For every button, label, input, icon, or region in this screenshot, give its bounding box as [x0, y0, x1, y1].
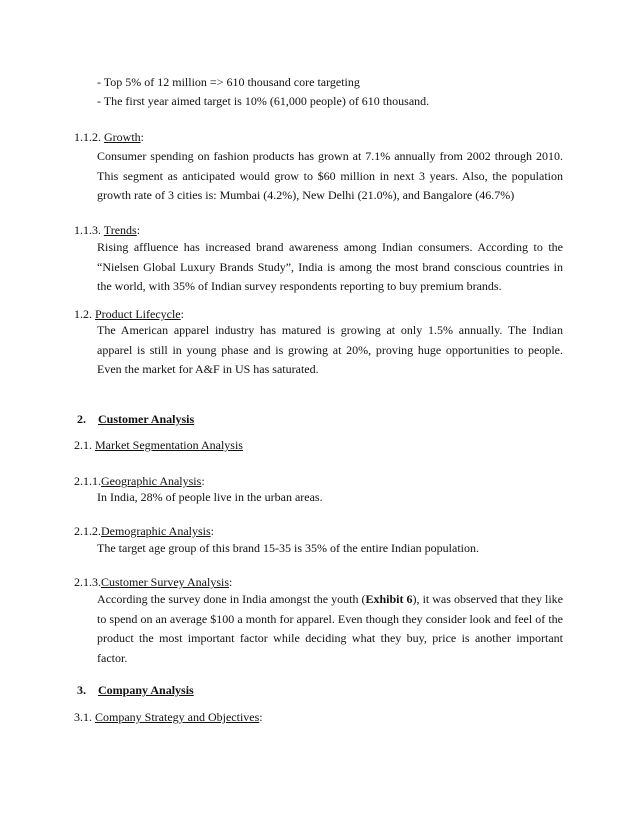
heading-customer-analysis-title: Customer Analysis	[98, 412, 195, 426]
bullet-first-year-target: - The first year aimed target is 10% (61,000 people) of 610 thousand.	[97, 94, 430, 108]
heading-geographic-number: 2.1.1.	[74, 474, 101, 488]
heading-market-segmentation-title: Market Segmentation Analysis	[95, 438, 243, 452]
heading-product-lifecycle-number: 1.2.	[74, 307, 95, 321]
heading-product-lifecycle-colon: :	[180, 307, 184, 321]
heading-survey-colon: :	[229, 575, 233, 589]
survey-text-start: According the survey done in India amongst the youth (	[97, 592, 366, 606]
heading-geographic-title: Geographic Analysis	[101, 474, 202, 488]
growth-paragraph: Consumer spending on fashion products has grown at 7.1% annually from 2002 through 2010. This segment as anticipated would grow to $60 million in next 3 years. Also, the population growth rate of 3 cities is: Mumbai (4.2%), New Delhi (21.0%), and Bangalore (46.7%)	[97, 149, 563, 202]
bullet-core-targeting: - Top 5% of 12 million => 610 thousand core targeting	[97, 75, 360, 89]
heading-survey-title: Customer Survey Analysis	[101, 575, 229, 589]
customer-survey-paragraph	[97, 590, 563, 668]
heading-trends-number: 1.1.3.	[74, 223, 104, 237]
heading-trends-title: Trends	[103, 223, 137, 237]
heading-company-strategy	[74, 708, 263, 728]
product-lifecycle-paragraph: The American apparel industry has matured is growing at only 1.5% annually. The Indian apparel is still in young phase and is growing at 20%, proving huge opportunities to people. Even the market for A&F in US has saturated.	[97, 323, 563, 376]
heading-company-analysis	[77, 681, 194, 701]
heading-company-strategy-number: 3.1.	[74, 710, 95, 724]
heading-demographic-number: 2.1.2.	[74, 524, 101, 538]
heading-growth-number: 1.1.2.	[74, 130, 104, 144]
heading-market-segmentation	[74, 436, 243, 456]
geographic-paragraph: In India, 28% of people live in the urban areas.	[97, 490, 323, 504]
heading-customer-analysis-number: 2.	[77, 412, 86, 426]
exhibit-reference: Exhibit 6	[365, 592, 413, 606]
heading-survey-number: 2.1.3.	[74, 575, 101, 589]
heading-growth-colon: :	[140, 130, 145, 144]
heading-trends-colon: :	[136, 223, 141, 237]
survey-text-end: ), it was observed that they like to spend on an average $100 a month for apparel. Even though they consider look and feel of the product the most important factor while deciding what they buy, price is another important factor.	[97, 592, 563, 665]
trends-paragraph: Rising affluence has increased brand awareness among Indian consumers. According to the “Nielsen Global Luxury Brands Study”, India is among the most brand conscious countries in the world, with 35% of Indian survey respondents reporting to buy premium brands.	[97, 240, 563, 293]
heading-company-strategy-colon: :	[259, 710, 263, 724]
heading-growth-title: Growth	[104, 130, 141, 144]
heading-growth	[74, 128, 144, 148]
heading-demographic-title: Demographic Analysis	[101, 524, 211, 538]
demographic-paragraph: The target age group of this brand 15-35 is 35% of the entire Indian population.	[97, 541, 480, 555]
heading-demographic-colon: :	[210, 524, 214, 538]
heading-geographic-colon: :	[201, 474, 205, 488]
heading-customer-analysis	[77, 410, 194, 430]
heading-market-segmentation-number: 2.1.	[74, 438, 95, 452]
heading-product-lifecycle-title: Product Lifecycle	[95, 307, 181, 321]
heading-company-analysis-number: 3.	[77, 683, 86, 697]
heading-company-strategy-title: Company Strategy and Objectives	[95, 710, 260, 724]
heading-company-analysis-title: Company Analysis	[98, 683, 194, 697]
